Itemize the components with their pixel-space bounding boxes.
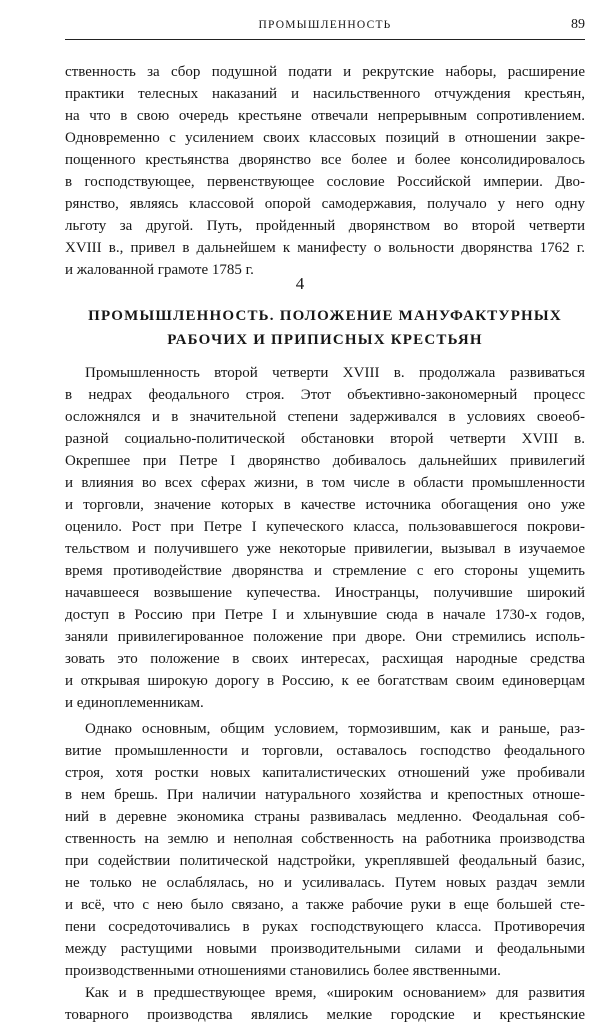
page-number: 89 [571, 17, 585, 32]
text-line: ний в деревне экономика страны развивалась медленно. Феодальная соб- [65, 809, 585, 825]
text-line: заняли привилегированное положение при дворе. Они стремились исполь- [65, 629, 585, 645]
text-line: практики телесных наказаний и насильственного отчуждения крестьян, [65, 86, 585, 102]
text-line: ственность за сбор подушной подати и рекрутские наборы, расширение [65, 64, 585, 80]
section-number: 4 [295, 274, 305, 293]
text-line: пени сосредоточивались в руках господствующего класса. Противоречия [65, 919, 585, 935]
text-line: в недрах феодального строя. Этот объективно-закономерный процесс [65, 387, 585, 403]
text-line: и влияния во всех сферах жизни, в том числе в области промышленности [65, 475, 585, 491]
text-line: начавшееся возвышение купечества. Иностранцы, получившие широкий [65, 585, 585, 601]
text-line: производственными отношениями становились более явственными. [65, 963, 501, 979]
text-line: разной социально-политической обстановки второй четверти XVIII в. [65, 431, 585, 447]
text-line: Промышленность второй четверти XVIII в. продолжала развиваться [85, 365, 585, 381]
text-line: на что в свою очередь крестьяне отвечали непрерывным сопротивлением. [65, 108, 585, 124]
text-line: и единоплеменникам. [65, 695, 204, 711]
text-line: между растущими новыми производительными силами и феодальными [65, 941, 585, 957]
text-line: строя, хотя ростки новых капиталистических отношений уже пробивали [65, 765, 585, 781]
text-line: Однако основным, общим условием, тормозившим, как и раньше, раз- [85, 721, 585, 737]
text-line: ственность на землю и неполная собственность на работника производства [65, 831, 585, 847]
text-line: Одновременно с усилением своих классовых позиций в отношении закре- [65, 130, 585, 146]
text-line: время противодействие дворянства и стремление с его стороны ущемить [65, 563, 585, 579]
text-line: и всё, что с нею было связано, а также рабочие руки в еще большей сте- [65, 897, 585, 913]
text-line: XVIII в., привел в дальнейшем к манифесту о вольности дворянства 1762 г. [65, 240, 585, 256]
text-line: и жалованной грамоте 1785 г. [65, 262, 254, 278]
text-line: не только не ослаблялась, но и усиливалась. Путем новых раздач земли [65, 875, 585, 891]
text-line: рянство, являясь классовой опорой самодержавия, получало у него одну [65, 196, 585, 212]
text-line: пощенного крестьянства дворянство все более и более консолидировалось [65, 152, 585, 168]
text-line: Как и в предшествующее время, «широким основанием» для развития [85, 985, 585, 1001]
text-line: тельством и получившего уже некоторые привилегии, вызывал в изучаемое [65, 541, 585, 557]
text-line: товарного производства являлись мелкие городские и крестьянские [65, 1007, 585, 1023]
text-line: при содействии политической надстройки, укреплявшей феодальный базис, [65, 853, 585, 869]
text-line: в нем брешь. При наличии натурального хозяйства и крепостных отноше- [65, 787, 585, 803]
text-line: витие промышленности и торговли, оставалось господство феодального [65, 743, 585, 759]
text-line: доступ в Россию при Петре I и хлынувшие сюда в начале 1730-х годов, [65, 607, 585, 623]
text-line: и торговли, значение которых в качестве источника обогащения оно уже [65, 497, 585, 513]
text-line: и открывая широкую дорогу в Россию, к ее богатствам своим единоверцам [65, 673, 585, 689]
section-title-line-1: ПРОМЫШЛЕННОСТЬ. ПОЛОЖЕНИЕ МАНУФАКТУРНЫХ [88, 308, 562, 324]
text-line: Окрепшее при Петре I дворянство добивалось дальнейших привилегий [65, 453, 585, 469]
section-title-line-2: РАБОЧИХ И ПРИПИСНЫХ КРЕСТЬЯН [167, 332, 483, 348]
text-line: льготу за другой. Путь, пройденный дворянством во второй четверти [65, 218, 585, 234]
text-line: осложнялся и в значительной степени задерживался в условиях своеоб- [65, 409, 585, 425]
text-line: оценило. Рост при Петре I купеческого класса, пользовавшегося покрови- [65, 519, 585, 535]
text-line: в господствующее, первенствующее сословие Российской империи. Дво- [65, 174, 585, 190]
running-title: ПРОМЫШЛЕННОСТЬ [258, 19, 392, 31]
text-line: зовать это положение в своих интересах, расхищая народные средства [65, 651, 585, 667]
